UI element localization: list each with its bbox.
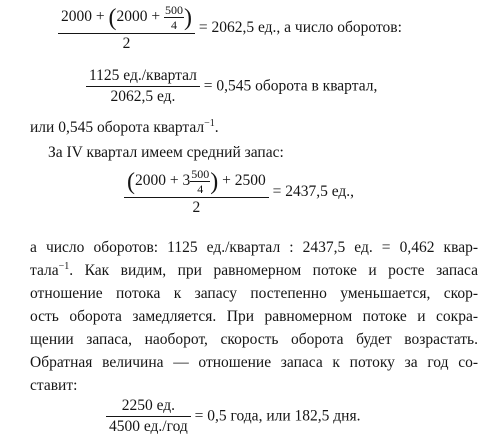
fraction-numerator: 2250 ед. bbox=[121, 397, 176, 414]
fraction-main bbox=[124, 168, 269, 216]
inner-fraction: $\frac{500}{4}$ bbox=[165, 3, 183, 32]
paragraph-line-1: а число оборотов: 1125 ед./квартал : 2437,5 ед. = 0,462 квар- bbox=[30, 239, 478, 256]
paragraph-line-3: отношение потока к запасу постепенно уменьшается, скор- bbox=[30, 285, 478, 302]
fraction-denominator: 4500 ед./год bbox=[106, 416, 191, 435]
fraction-denominator: 2 bbox=[124, 197, 269, 216]
paragraph-line-6: Обратная величина — отношение запаса к потоку за год со- bbox=[30, 354, 478, 371]
formula-stock-to-flow bbox=[106, 398, 360, 434]
fraction-main bbox=[106, 398, 191, 434]
text-line-or: или 0,545 оборота квартал$^{-1}$. bbox=[30, 118, 219, 136]
fraction-main bbox=[58, 4, 195, 52]
formula-result: = 0,545 оборота в квартал, bbox=[203, 77, 378, 95]
formula-average-stock-q4 bbox=[124, 168, 354, 216]
fraction-main bbox=[86, 68, 200, 104]
formula-turnover-q3 bbox=[86, 68, 377, 104]
paragraph-line-5: щении запаса, наоборот, скорость оборота будет возрастать. bbox=[30, 331, 478, 348]
formula-result: = 2437,5 ед., bbox=[272, 183, 355, 200]
paragraph-line-2: тала$^{-1}$. Как видим, при равномерном потоке и росте запаса bbox=[30, 261, 478, 279]
formula-average-stock-q3 bbox=[58, 4, 402, 52]
fraction-numerator: 1125 ед./квартал bbox=[89, 67, 197, 84]
fraction-numerator: 2000 + (2000 + $\frac{500}{4}$ ) bbox=[61, 3, 192, 32]
fraction-denominator: 2062,5 ед. bbox=[86, 86, 200, 105]
text-line-q4: За IV квартал имеем средний запас: bbox=[48, 144, 284, 161]
paragraph-line-7: ставит: bbox=[30, 377, 78, 394]
paragraph-line-4: ость оборота замедляется. При равномерном потоке и сокра- bbox=[30, 308, 478, 325]
inner-fraction: $\frac{500}{4}$ bbox=[191, 167, 210, 196]
formula-result: = 0,5 года, или 182,5 дня. bbox=[194, 407, 361, 425]
fraction-numerator: (2000 + 3 $\frac{500}{4}$ ) + 2500 bbox=[127, 167, 266, 196]
formula-result: = 2062,5 ед., а число оборотов: bbox=[198, 19, 402, 36]
fraction-denominator: 2 bbox=[58, 33, 195, 52]
